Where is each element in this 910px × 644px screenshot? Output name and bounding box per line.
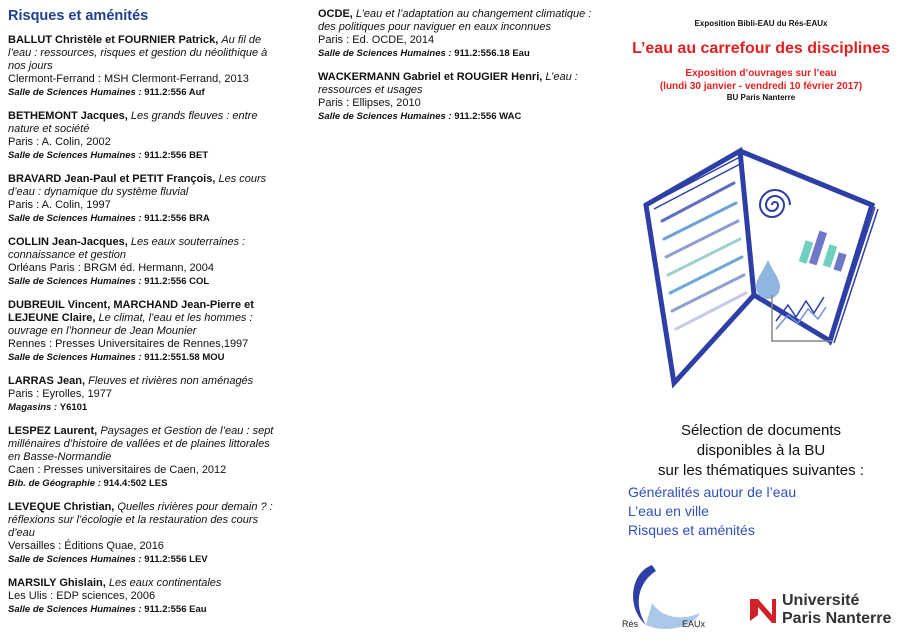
entry-location xyxy=(318,110,598,123)
entry-publisher: Clermont-Ferrand : MSH Clermont-Ferrand, 2013 xyxy=(8,73,249,85)
bibliography-entry xyxy=(8,425,278,490)
bibliography-entry xyxy=(8,375,278,414)
call-number: 911.2:556.18 Eau xyxy=(454,48,530,59)
nanterre-mark-icon xyxy=(748,595,778,625)
entry-location xyxy=(8,603,278,616)
call-number: 911.2:556 Eau xyxy=(144,604,207,615)
entry-location xyxy=(8,86,278,99)
entry-author: BETHEMONT Jacques, xyxy=(8,110,128,122)
call-number: 911.2:556 COL xyxy=(144,276,210,287)
bibliography-entry xyxy=(8,236,278,288)
entry-title: Quelles rivières pour demain ? : réflexions sur l’écologie et la restauration des cours d’eau xyxy=(8,501,273,539)
location-label: Salle de Sciences Humaines : xyxy=(8,87,142,98)
entry-location xyxy=(8,553,278,566)
entry-title: Les cours d’eau : dynamique du système fluvial xyxy=(8,173,267,198)
bibliography-entry xyxy=(8,577,278,616)
expo-place: BU Paris Nanterre xyxy=(726,93,796,102)
entry-location xyxy=(318,47,598,60)
bibliography-entry xyxy=(8,110,278,162)
entry-title: Fleuves et rivières non aménagés xyxy=(88,375,254,387)
middle-column xyxy=(318,8,598,134)
location-label: Salle de Sciences Humaines : xyxy=(318,48,452,59)
location-label: Bib. de Géographie : xyxy=(8,478,101,489)
entry-location xyxy=(8,477,278,490)
book-text-lines xyxy=(662,183,746,329)
entry-publisher: Les Ulis : EDP sciences, 2006 xyxy=(8,590,156,602)
call-number: 911.2:556 WAC xyxy=(454,111,522,122)
call-number: 911.2:556 BRA xyxy=(144,213,210,224)
location-label: Salle de Sciences Humaines : xyxy=(8,150,142,161)
entry-title: L’eau : ressources et usages xyxy=(318,71,578,96)
entry-publisher: Paris : A. Colin, 2002 xyxy=(8,136,111,148)
bibliography-entry xyxy=(8,34,278,99)
entry-author: COLLIN Jean-Jacques, xyxy=(8,236,128,248)
bibliography-entry xyxy=(8,299,278,364)
entry-publisher: Orléans Paris : BRGM éd. Hermann, 2004 xyxy=(8,262,215,274)
cover-panel xyxy=(612,0,910,644)
entry-author: LEVEQUE Christian, xyxy=(8,501,115,513)
expo-title: L’eau au carrefour des disciplines xyxy=(632,40,890,57)
expo-dates: (lundi 30 janvier - vendredi 10 février 2017) xyxy=(659,81,863,92)
section-title: Risques et aménités xyxy=(8,8,149,24)
location-label: Salle de Sciences Humaines : xyxy=(8,604,142,615)
selection-line: Sélection de documents xyxy=(680,422,842,439)
theme-item: Risques et aménités xyxy=(628,522,755,538)
call-number: 911.2:556 Auf xyxy=(144,87,205,98)
call-number: Y6101 xyxy=(59,402,88,413)
entry-title: Les eaux souterraines : connaissance et gestion xyxy=(8,236,246,261)
theme-list xyxy=(628,483,796,540)
entry-title: Les eaux continentales xyxy=(108,577,222,589)
entry-location xyxy=(8,212,278,225)
entry-title: Le climat, l’eau et les hommes : ouvrage en l’honneur de Jean Mounier xyxy=(8,312,253,337)
selection-line: sur les thématiques suivantes : xyxy=(658,462,864,479)
entry-author: LESPEZ Laurent, xyxy=(8,425,98,437)
expo-subtitle xyxy=(612,67,910,93)
entry-title: Paysages et Gestion de l’eau : sept millénaires d’histoire de vallées et de plaines littorales en Basse-Normandie xyxy=(8,425,274,463)
entry-location xyxy=(8,401,278,414)
open-book-illustration xyxy=(622,145,910,395)
spiral-icon xyxy=(760,190,790,217)
university-logo xyxy=(748,592,891,628)
left-column xyxy=(8,8,278,627)
entry-author: BALLUT Christèle et FOURNIER Patrick, xyxy=(8,34,219,46)
location-label: Salle de Sciences Humaines : xyxy=(8,213,142,224)
university-city: Paris Nanterre xyxy=(782,610,892,627)
entry-title: Au fil de l’eau : ressources, risques et gestion du néolithique à nos jours xyxy=(8,34,268,72)
bibliography-entry xyxy=(8,501,278,566)
entry-author: BRAVARD Jean-Paul et PETIT François, xyxy=(8,173,216,185)
entry-publisher: Paris : Ed. OCDE, 2014 xyxy=(318,34,435,46)
bibliography-entry xyxy=(318,71,598,123)
location-label: Salle de Sciences Humaines : xyxy=(8,276,142,287)
selection-intro xyxy=(612,421,910,481)
entry-publisher: Paris : A. Colin, 1997 xyxy=(8,199,111,211)
entry-location xyxy=(8,351,278,364)
bibliography-list xyxy=(318,8,598,123)
water-drop-icon xyxy=(756,260,780,299)
bibliography-entry xyxy=(318,8,598,60)
theme-item: Généralités autour de l’eau xyxy=(628,484,797,500)
entry-publisher: Caen : Presses universitaires de Caen, 2012 xyxy=(8,464,227,476)
entry-publisher: Rennes : Presses Universitaires de Rennes,1997 xyxy=(8,338,249,350)
entry-author: WACKERMANN Gabriel et ROUGIER Henri, xyxy=(318,71,543,83)
call-number: 911.2:556 LEV xyxy=(144,554,208,565)
res-logo-text: Rés xyxy=(622,619,639,629)
selection-line: disponibles à la BU xyxy=(696,442,826,459)
university-name: Université xyxy=(782,592,860,609)
entry-publisher: Paris : Ellipses, 2010 xyxy=(318,97,421,109)
entry-author: OCDE, xyxy=(318,8,353,20)
bibliography-entry xyxy=(8,173,278,225)
location-label: Salle de Sciences Humaines : xyxy=(318,111,452,122)
location-label: Salle de Sciences Humaines : xyxy=(8,352,142,363)
location-label: Magasins : xyxy=(8,402,58,413)
entry-publisher: Versailles : Éditions Quae, 2016 xyxy=(8,540,164,552)
expo-subtitle-line: Exposition d’ouvrages sur l’eau xyxy=(685,68,837,79)
call-number: 911.2:551.58 MOU xyxy=(144,352,225,363)
entry-author: DUBREUIL Vincent, MARCHAND Jean-Pierre et LEJEUNE Claire, xyxy=(8,299,254,324)
entry-author: LARRAS Jean, xyxy=(8,375,86,387)
bibliography-list xyxy=(8,34,278,616)
entry-location xyxy=(8,275,278,288)
call-number: 914.4:502 LES xyxy=(103,478,168,489)
entry-location xyxy=(8,149,278,162)
entry-author: MARSILY Ghislain, xyxy=(8,577,106,589)
res-eaux-logo xyxy=(622,563,722,633)
call-number: 911.2:556 BET xyxy=(144,150,209,161)
bar-chart-icon xyxy=(799,231,847,272)
entry-title: Les grands fleuves : entre nature et société xyxy=(8,110,258,135)
theme-item: L’eau en ville xyxy=(628,503,709,519)
expo-label: Exposition Bibli-EAU du Rés-EAUx xyxy=(694,19,828,28)
entry-title: L’eau et l’adaptation au changement climatique : des politiques pour naviguer en eaux inconnues xyxy=(318,8,592,33)
entry-publisher: Paris : Eyrolles, 1977 xyxy=(8,388,112,400)
eaux-logo-text: EAUx xyxy=(682,619,706,629)
location-label: Salle de Sciences Humaines : xyxy=(8,554,142,565)
